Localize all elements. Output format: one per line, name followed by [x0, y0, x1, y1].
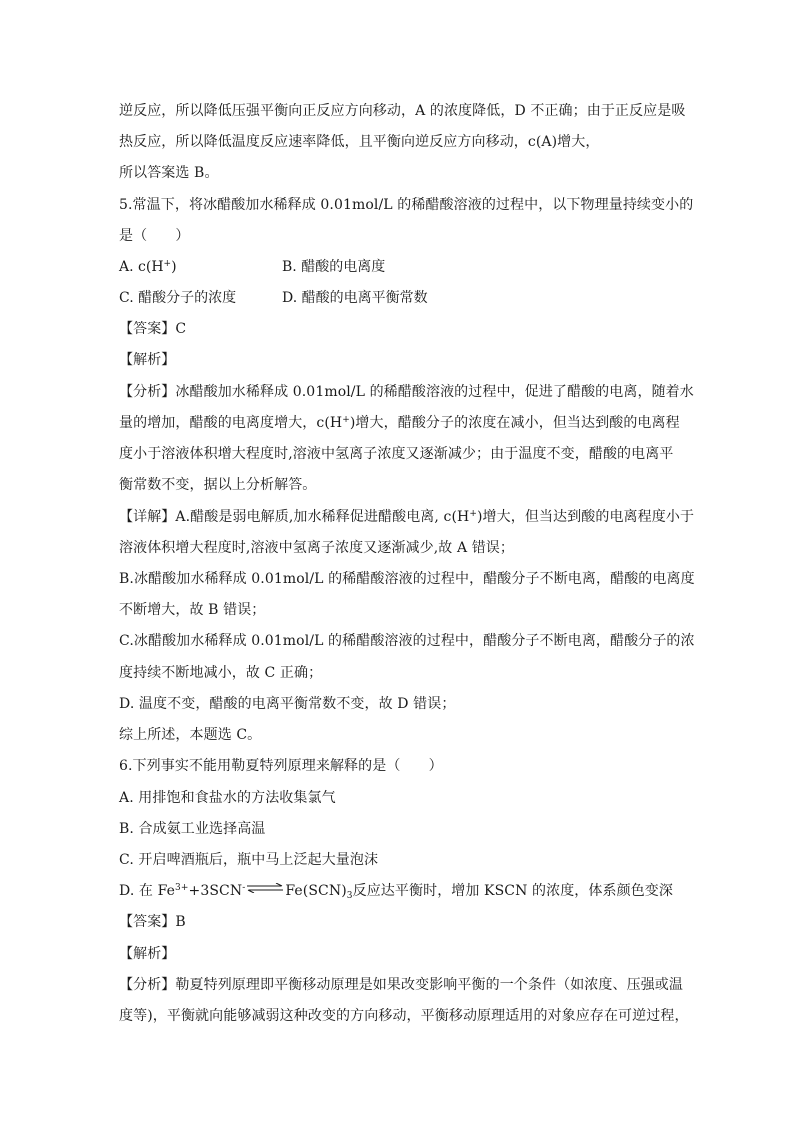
question-6-option-d: D. 在 $Fe^{3+}+3SCN^-$ $Fe(SCN)_3$反应达平衡时，增加 KSCN 的浓度，体系颜色变深: [119, 883, 674, 901]
detail-text: D. 温度不变，醋酸的电离平衡常数不变，故 D 错误；: [119, 696, 456, 712]
analysis-text: 【分析】冰醋酸加水稀释成 0.01mol/L 的稀醋酸溶液的过程中，促进了醋酸的电离，随着水: [119, 384, 694, 400]
question-5-option-a: A. c(H+): [119, 259, 177, 275]
analysis-text: 度等)，平衡就向能够减弱这种改变的方向移动，平衡移动原理适用的对象应存在可逆过程，: [119, 1008, 689, 1024]
answer-label: 【答案】B: [119, 914, 186, 930]
detail-text: B.冰醋酸加水稀释成 0.01mol/L 的稀醋酸溶液的过程中，醋酸分子不断电离，醋酸的电离度: [119, 571, 695, 587]
question-5-stem: 是（ ）: [119, 228, 190, 244]
detail-text: 溶液体积增大程度时,溶液中氢离子浓度又逐渐减少,故 A 错误；: [119, 540, 515, 556]
text-line: 所以答案选 B。: [119, 165, 219, 181]
analysis-text: 量的增加，醋酸的电离度增大，c(H+)增大，醋酸分子的浓度在减小，但当达到酸的电离程: [119, 415, 680, 431]
question-5-option-b: B. 醋酸的电离度: [282, 259, 386, 275]
analysis-heading: 【解析】: [119, 946, 176, 962]
detail-text: 度持续不断地减小，故 C 正确；: [119, 665, 323, 681]
question-6-option-b: B. 合成氨工业选择高温: [119, 821, 266, 837]
analysis-heading: 【解析】: [119, 352, 176, 368]
text-line: 逆反应，所以降低压强平衡向正反应方向移动，A 的浓度降低，D 不正确；由于正反应是吸: [119, 103, 686, 119]
detail-text: 不断增大，故 B 错误；: [119, 602, 266, 618]
question-5-option-d: D. 醋酸的电离平衡常数: [282, 290, 428, 306]
analysis-text: 度小于溶液体积增大程度时,溶液中氢离子浓度又逐渐减少；由于温度不变，醋酸的电离平: [119, 446, 674, 462]
detail-text: 【详解】A.醋酸是弱电解质,加水稀释促进醋酸电离, c(H+)增大，但当达到酸的电离程度小于: [119, 509, 695, 525]
answer-label: 【答案】C: [119, 321, 187, 337]
analysis-text: 衡常数不变，据以上分析解答。: [119, 477, 317, 493]
question-5-option-c: C. 醋酸分子的浓度: [119, 290, 237, 306]
text-line: 热反应，所以降低温度反应速率降低，且平衡向逆反应方向移动，c(A)增大，: [119, 134, 600, 150]
question-6-option-c: C. 开启啤酒瓶后，瓶中马上泛起大量泡沫: [119, 852, 379, 868]
detail-text: C.冰醋酸加水稀释成 0.01mol/L 的稀醋酸溶液的过程中，醋酸分子不断电离，醋酸分子的浓: [119, 633, 695, 649]
question-5-stem: 5.常温下，将冰醋酸加水稀释成 0.01mol/L 的稀醋酸溶液的过程中，以下物理量持续变小的: [119, 197, 694, 213]
equilibrium-arrow-icon: [246, 883, 284, 893]
question-6-option-a: A. 用排饱和食盐水的方法收集氯气: [119, 790, 336, 806]
question-6-stem: 6.下列事实不能用勒夏特列原理来解释的是（ ）: [119, 758, 443, 774]
analysis-text: 【分析】勒夏特列原理即平衡移动原理是如果改变影响平衡的一个条件（如浓度、压强或温: [119, 977, 683, 993]
summary-text: 综上所述，本题选 C。: [119, 727, 262, 743]
